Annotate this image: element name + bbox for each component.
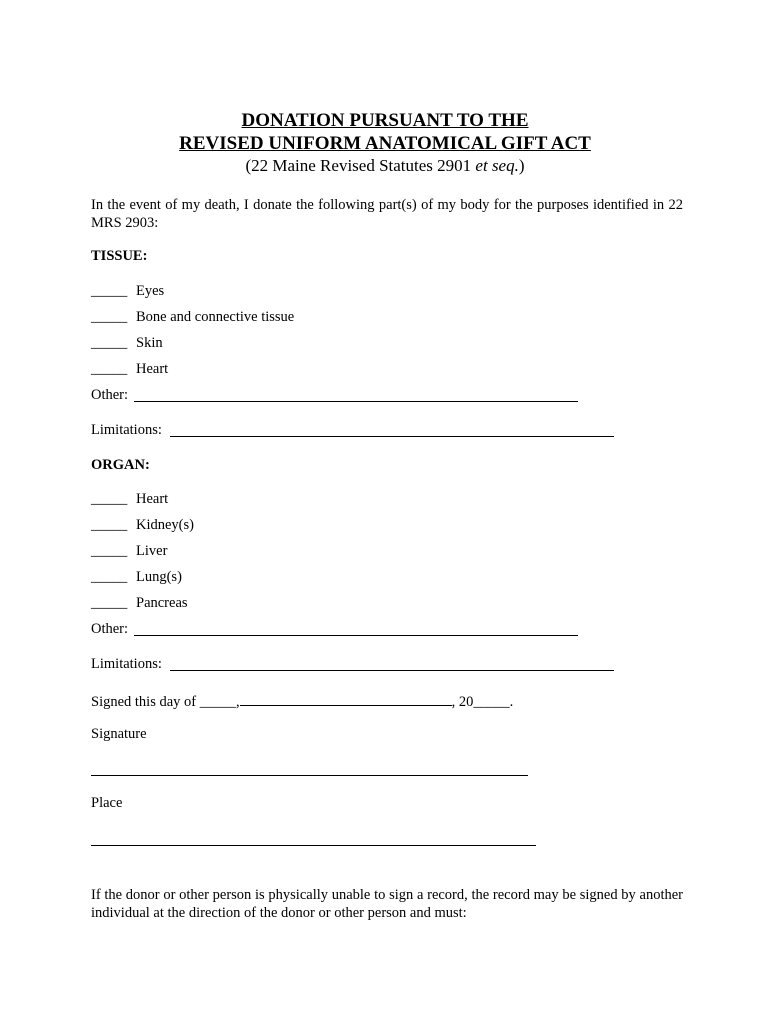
tissue-other-label: Other: bbox=[91, 387, 129, 403]
place-line[interactable] bbox=[91, 845, 536, 846]
tissue-limitations-label: Limitations: bbox=[91, 422, 162, 438]
organ-item[interactable] bbox=[91, 517, 194, 534]
organ-item-label: Kidney(s) bbox=[136, 517, 194, 533]
tissue-item-label: Skin bbox=[136, 335, 163, 351]
place-label: Place bbox=[91, 795, 123, 811]
organ-heading: ORGAN: bbox=[91, 457, 150, 473]
signature-line[interactable] bbox=[91, 775, 528, 776]
tissue-other-line[interactable] bbox=[134, 401, 578, 402]
signed-suffix: , 20_____. bbox=[451, 694, 514, 710]
intro-paragraph: In the event of my death, I donate the following part(s) of my body for the purposes identified in 22 MRS 2903: bbox=[91, 197, 683, 231]
organ-item[interactable] bbox=[91, 569, 182, 586]
tissue-item-label: Eyes bbox=[136, 283, 165, 299]
tissue-item[interactable] bbox=[91, 361, 168, 378]
title-line-2: REVISED UNIFORM ANATOMICAL GIFT ACT bbox=[179, 133, 591, 154]
signed-month-field[interactable] bbox=[240, 691, 452, 706]
tissue-check-blank[interactable]: _____ bbox=[91, 335, 128, 351]
signature-label: Signature bbox=[91, 726, 147, 742]
tissue-limitations-line[interactable] bbox=[170, 436, 614, 437]
subtitle-prefix: (22 Maine Revised Statutes 2901 bbox=[245, 156, 476, 175]
organ-check-blank[interactable]: _____ bbox=[91, 543, 128, 559]
organ-check-blank[interactable]: _____ bbox=[91, 491, 128, 507]
subtitle-italic: et seq. bbox=[475, 156, 519, 175]
organ-check-blank[interactable]: _____ bbox=[91, 595, 128, 611]
tissue-item[interactable] bbox=[91, 309, 294, 326]
closing-paragraph: If the donor or other person is physically unable to sign a record, the record may be signed by another individual at the direction of the donor or other person and must: bbox=[91, 887, 683, 921]
tissue-heading: TISSUE: bbox=[91, 248, 148, 264]
organ-check-blank[interactable]: _____ bbox=[91, 517, 128, 533]
organ-item-label: Pancreas bbox=[136, 595, 188, 611]
subtitle bbox=[0, 156, 770, 176]
tissue-check-blank[interactable]: _____ bbox=[91, 283, 128, 299]
organ-item-label: Liver bbox=[136, 543, 168, 559]
tissue-check-blank[interactable]: _____ bbox=[91, 309, 128, 325]
organ-limitations-line[interactable] bbox=[170, 670, 614, 671]
organ-item-label: Lung(s) bbox=[136, 569, 182, 585]
tissue-item-label: Heart bbox=[136, 361, 169, 377]
tissue-check-blank[interactable]: _____ bbox=[91, 361, 128, 377]
tissue-item[interactable] bbox=[91, 283, 164, 300]
subtitle-suffix: ) bbox=[518, 156, 525, 175]
title-line-1: DONATION PURSUANT TO THE bbox=[241, 110, 529, 131]
signed-date-line bbox=[91, 691, 513, 711]
signed-prefix: Signed this day of _____, bbox=[91, 694, 240, 710]
tissue-item-label: Bone and connective tissue bbox=[136, 309, 295, 325]
organ-item[interactable] bbox=[91, 543, 167, 560]
organ-other-line[interactable] bbox=[134, 635, 578, 636]
organ-other-label: Other: bbox=[91, 621, 129, 637]
tissue-item[interactable] bbox=[91, 335, 163, 352]
organ-item[interactable] bbox=[91, 595, 188, 612]
organ-item-label: Heart bbox=[136, 491, 169, 507]
organ-limitations-label: Limitations: bbox=[91, 656, 162, 672]
organ-item[interactable] bbox=[91, 491, 168, 508]
organ-check-blank[interactable]: _____ bbox=[91, 569, 128, 585]
